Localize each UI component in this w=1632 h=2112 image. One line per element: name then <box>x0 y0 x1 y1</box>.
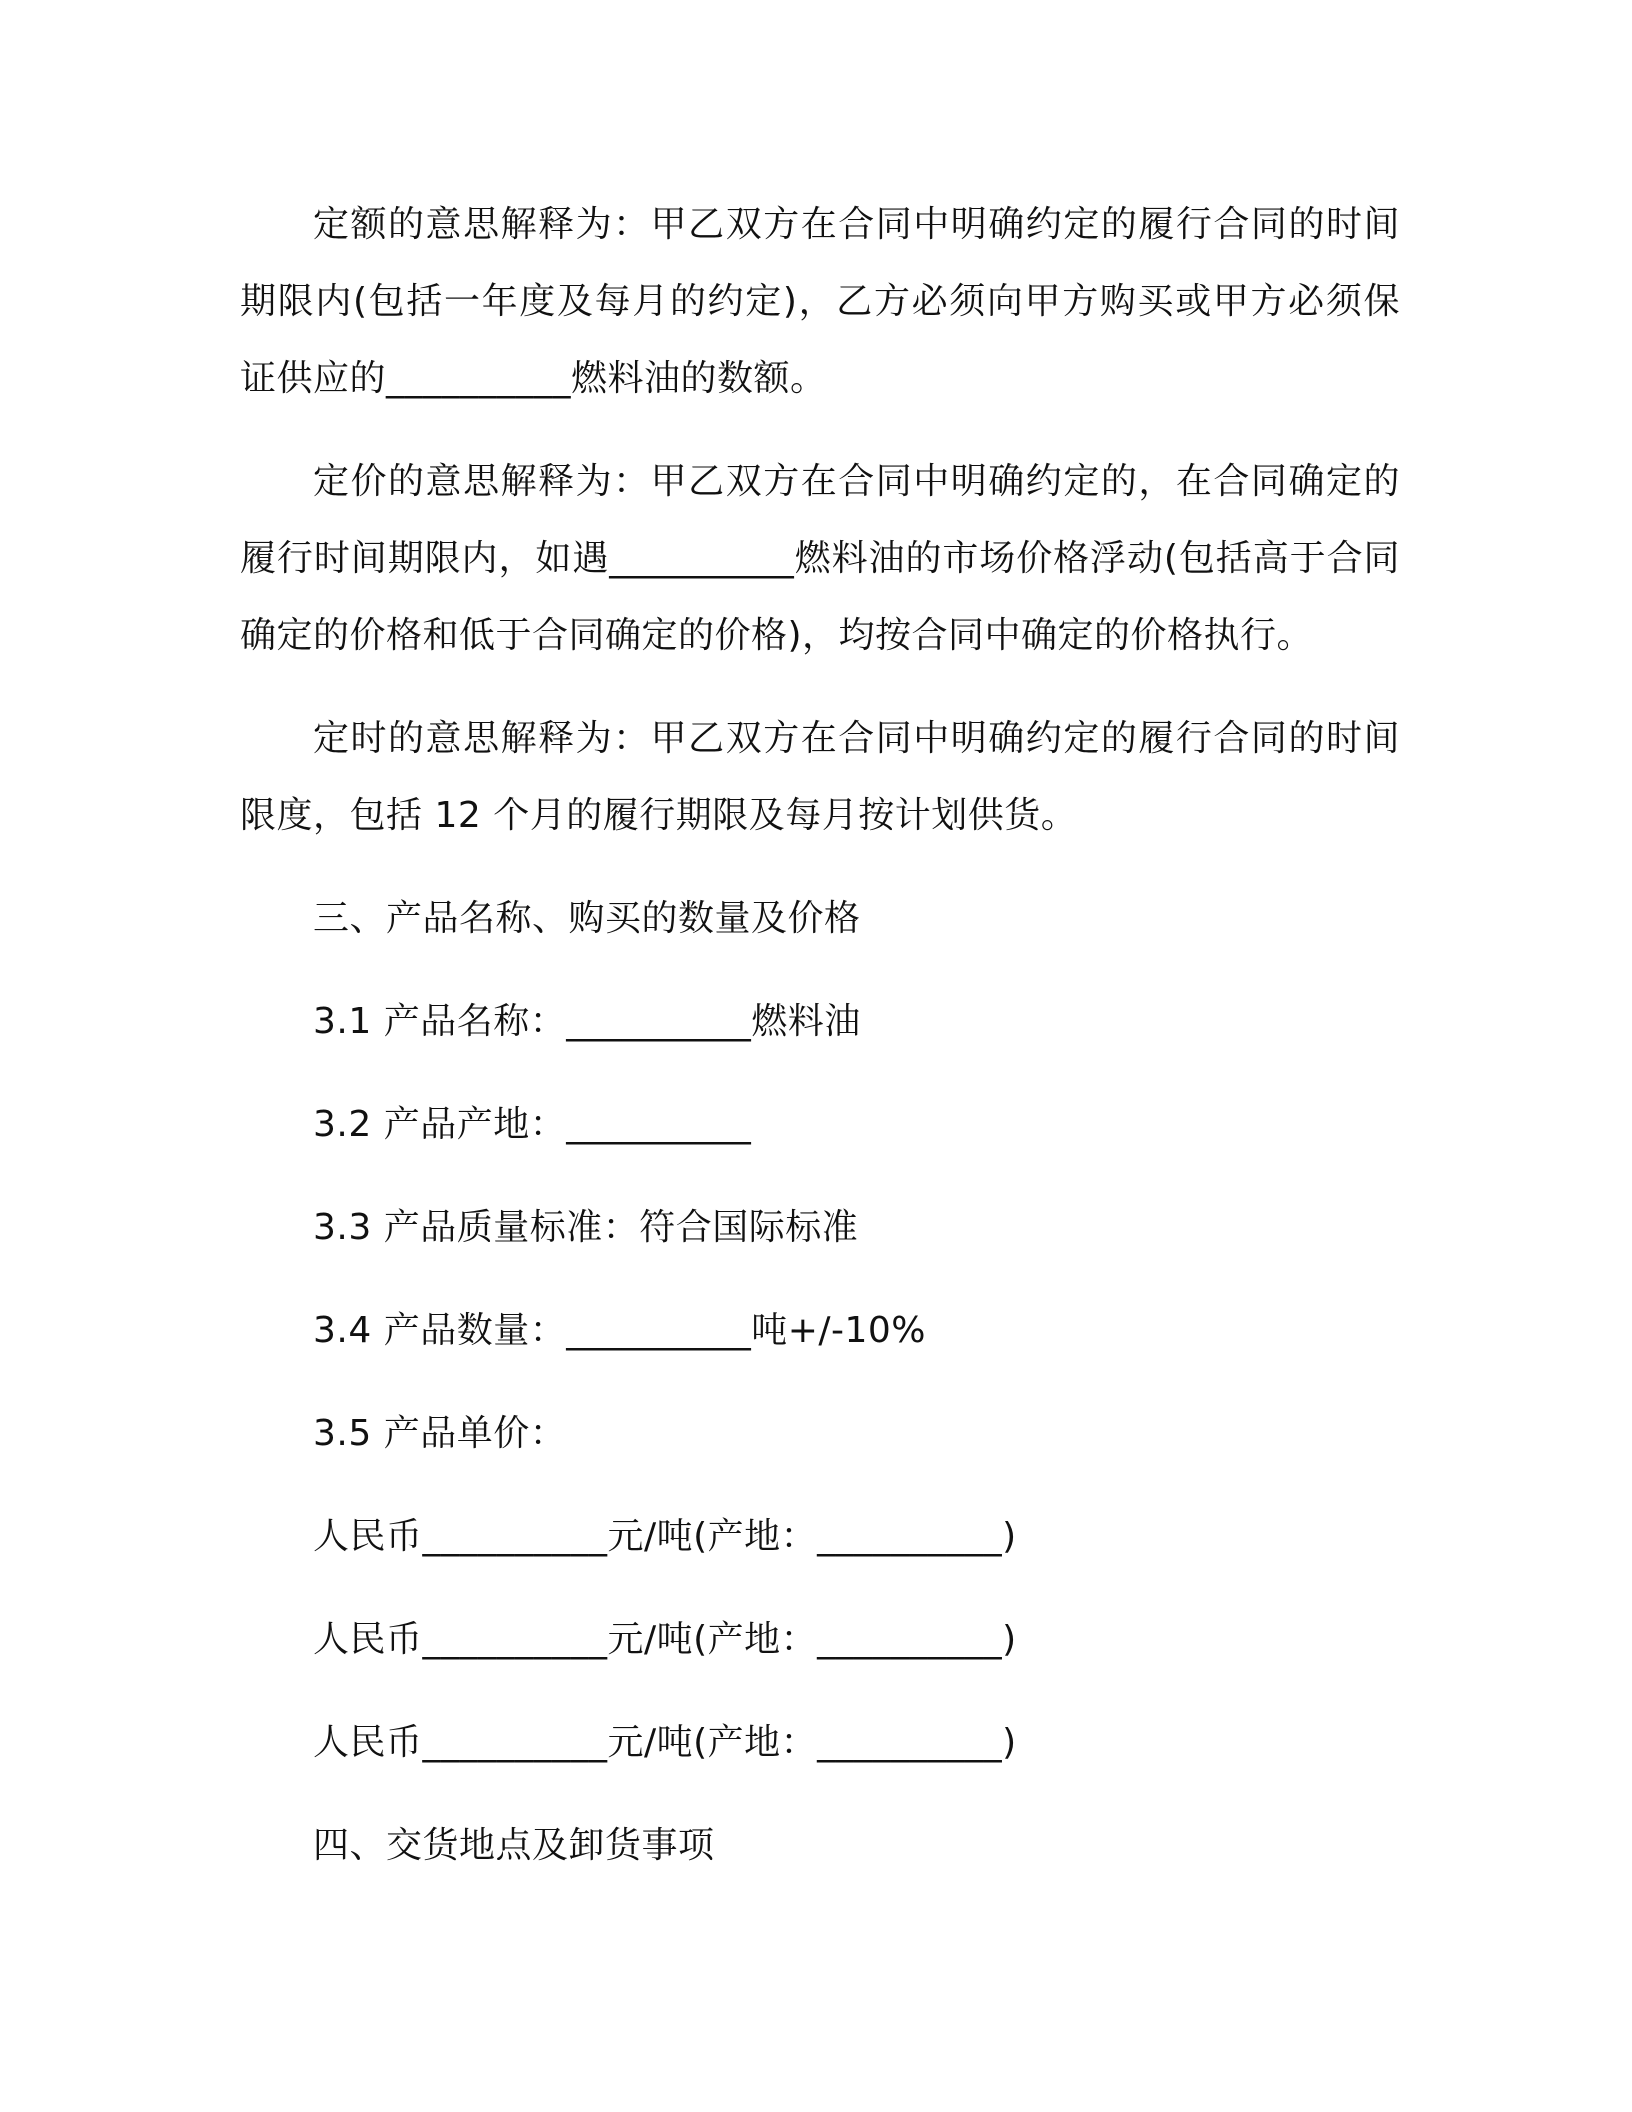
item-3-4-product-quantity: 3.4 产品数量：__________吨+/-10% <box>313 1310 926 1351</box>
price-line-3: 人民币__________元/吨(产地：__________) <box>313 1722 1017 1763</box>
section-3-heading: 三、产品名称、购买的数量及价格 <box>313 898 861 939</box>
paragraph-price-definition: 定价的意思解释为：甲乙双方在合同中明确约定的，在合同确定的履行时间期限内，如遇__________燃料油的市场价格浮动(包括高于合同确定的价格和低于合同确定的价格)，均按合同中确定的价格执行。 <box>240 461 1400 656</box>
paragraph-time-definition: 定时的意思解释为：甲乙双方在合同中明确约定的履行合同的时间限度，包括 12 个月的履行期限及每月按计划供货。 <box>240 718 1400 836</box>
item-3-5-unit-price: 3.5 产品单价： <box>313 1413 567 1454</box>
price-line-1: 人民币__________元/吨(产地：__________) <box>313 1516 1017 1557</box>
item-3-1-product-name: 3.1 产品名称：__________燃料油 <box>313 1001 861 1042</box>
item-3-3-quality-standard: 3.3 产品质量标准：符合国际标准 <box>313 1207 859 1248</box>
item-3-2-product-origin: 3.2 产品产地：__________ <box>313 1104 752 1145</box>
section-4-heading: 四、交货地点及卸货事项 <box>313 1825 715 1866</box>
paragraph-quota-definition: 定额的意思解释为：甲乙双方在合同中明确约定的履行合同的时间期限内(包括一年度及每月的约定)，乙方必须向甲方购买或甲方必须保证供应的__________燃料油的数额。 <box>240 204 1400 399</box>
document-body <box>240 186 1400 1910</box>
price-line-2: 人民币__________元/吨(产地：__________) <box>313 1619 1017 1660</box>
